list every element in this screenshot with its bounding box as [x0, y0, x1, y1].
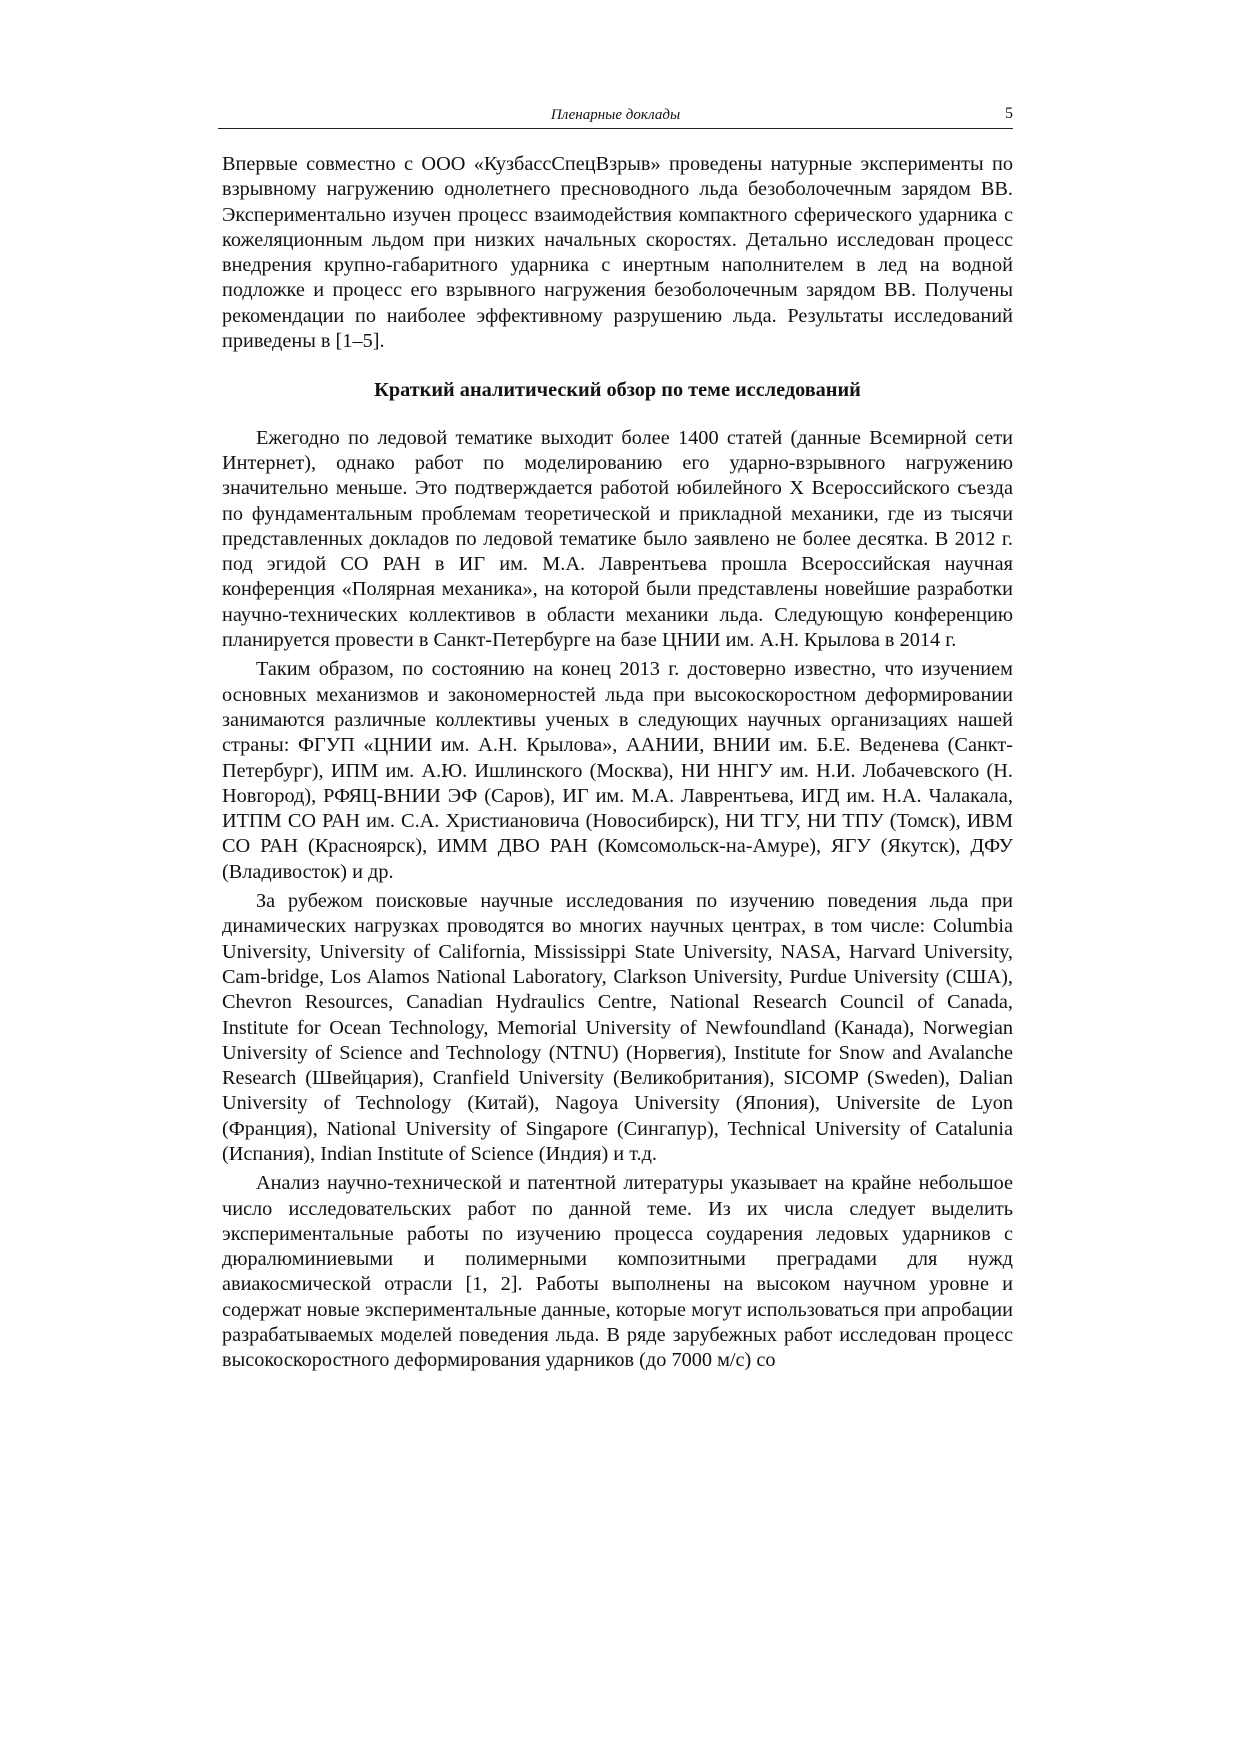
page-header — [218, 104, 1013, 129]
intro-paragraph: Впервые совместно с ООО «КузбассСпецВзрыв» проведены натурные эксперименты по взрывному нагружению однолетнего пресноводного льда безоболочечным зарядом ВВ. Экспериментально изучен процесс взаимодействия компактного сферического ударника с кожеляционным льдом при низких начальных скоростях. Детально исследован процесс внедрения крупно-габаритного ударника с инертным наполнителем в лед на водной подложке и процесс его взрывного нагружения безоболочечным зарядом ВВ. Получены рекомендации по наиболее эффективному разрушению льда. Результаты исследований приведены в [1–5]. — [222, 153, 1013, 353]
page-body — [222, 152, 1013, 1378]
page-number: 5 — [1005, 105, 1013, 122]
paragraph-literature-analysis: Анализ научно-технической и патентной литературы указывает на крайне небольшое число исследовательских работ по данной теме. Из их числа следует выделить экспериментальные работы по изучению процесса соударения ледовых ударников с дюралюминиевыми и полимерными композитными преградами для нужд авиакосмической отрасли [1, 2]. Работы выполнены на высоком научном уровне и содержат новые экспериментальные данные, которые могут использоваться при апробации разрабатываемых моделей поведения льда. В ряде зарубежных работ исследован процесс высокоскоростного деформирования ударников (до 7000 м/с) со — [222, 1172, 1013, 1372]
paragraph-russian-organizations: Таким образом, по состоянию на конец 2013 г. достоверно известно, что изучением основных механизмов и закономерностей льда при высокоскоростном деформировании занимаются различные коллективы ученых в следующих научных организациях нашей страны: ФГУП «ЦНИИ им. А.Н. Крылова», ААНИИ, ВНИИ им. Б.Е. Веденева (Санкт-Петербург), ИПМ им. А.Ю. Ишлинского (Москва), НИ ННГУ им. Н.И. Лобачевского (Н. Новгород), РФЯЦ-ВНИИ ЭФ (Саров), ИГ им. М.А. Лаврентьева, ИГД им. Н.А. Чалакала, ИТПМ СО РАН им. С.А. Христиановича (Новосибирск), НИ ТГУ, НИ ТПУ (Томск), ИВМ СО РАН (Красноярск), ИММ ДВО РАН (Комсомольск-на-Амуре), ЯГУ (Якутск), ДФУ (Владивосток) и др. — [222, 658, 1013, 883]
section-heading: Краткий аналитический обзор по теме исследований — [374, 379, 861, 402]
running-title: Пленарные доклады — [550, 107, 681, 123]
paragraph-annual-articles: Ежегодно по ледовой тематике выходит более 1400 статей (данные Всемирной сети Интернет), однако работ по моделированию его ударно-взрывного нагружению значительно меньше. Это подтверждается работой юбилейного X Всероссийского съезда по фундаментальным проблемам теоретической и прикладной механики, где из тысячи представленных докладов по ледовой тематике было заявлено не более десятка. В 2012 г. под эгидой СО РАН в ИГ им. М.А. Лаврентьева прошла Всероссийская научная конференция «Полярная механика», на которой были представлены новейшие разработки научно-технических коллективов в области механики льда. Следующую конференцию планируется провести в Санкт-Петербурге на базе ЦНИИ им. А.Н. Крылова в 2014 г. — [222, 426, 1013, 652]
paragraph-foreign-centers: За рубежом поисковые научные исследования по изучению поведения льда при динамических нагрузках проводятся во многих научных центрах, в том числе: Columbia University, University of California, Mississippi State University, NASA, Harvard University, Cam-bridge, Los Alamos National Laboratory, Clarkson University, Purdue University (США), Chevron Resources, Canadian Hydraulics Centre, National Research Council of Canada, Institute for Ocean Technology, Memorial University of Newfoundland (Канада), Norwegian University of Science and Technology (NTNU) (Норвегия), Institute for Snow and Avalanche Research (Швейцария), Cranfield University (Великобритания), SICOMP (Sweden), Dalian University of Technology (Китай), Nagoya University (Япония), Universite de Lyon (Франция), National University of Singapore (Сингапур), Technical University of Catalunia (Испания), Indian Institute of Science (Индия) и т.д. — [222, 890, 1013, 1165]
